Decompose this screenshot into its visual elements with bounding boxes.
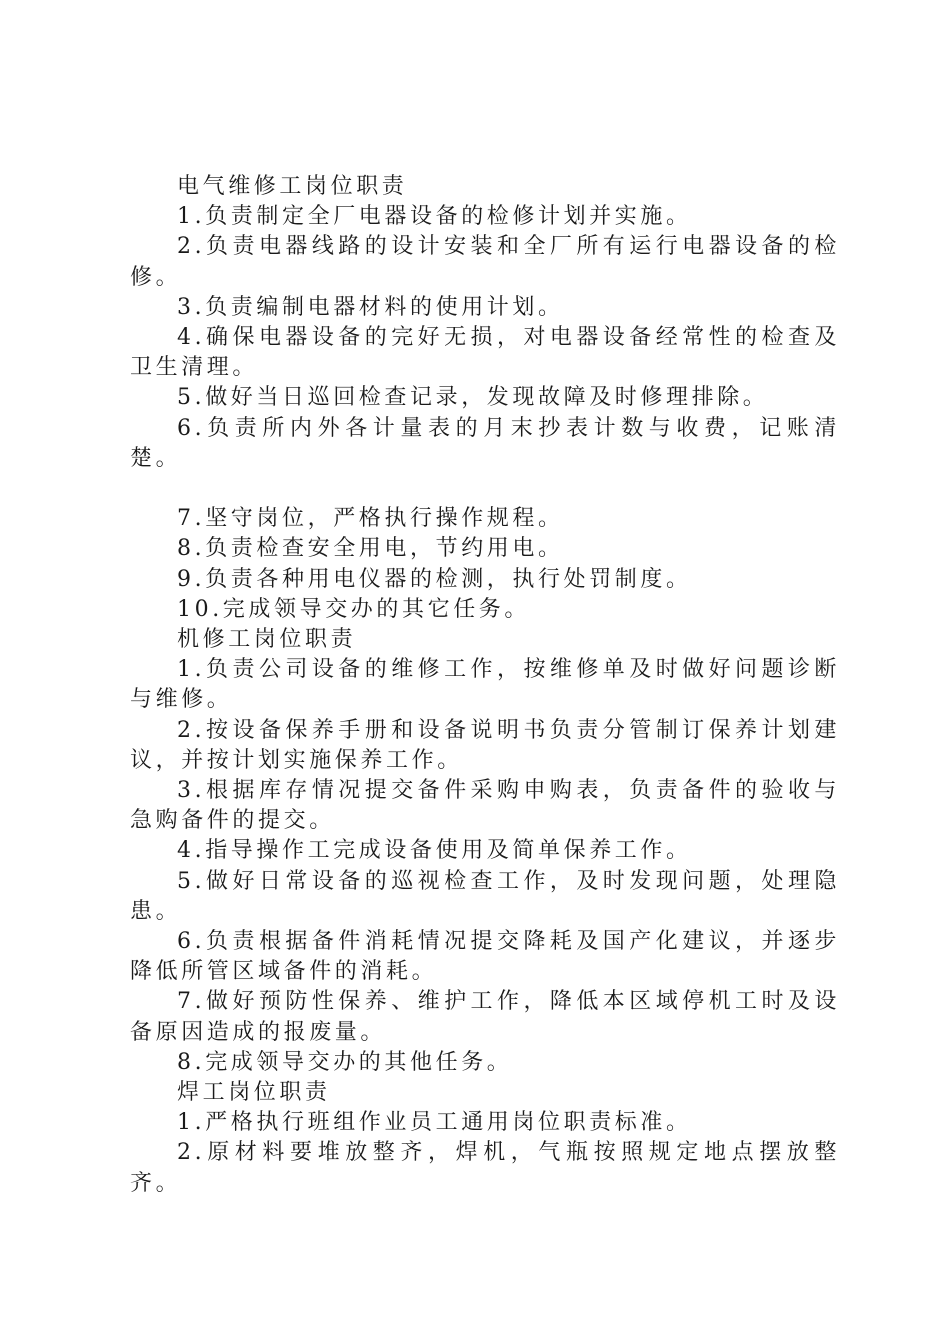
paragraph: 10.完成领导交办的其它任务。 (177, 596, 530, 622)
paragraph: 1.负责制定全厂电器设备的检修计划并实施。 (177, 204, 692, 230)
paragraph: 2.按设备保养手册和设备说明书负责分管制订保养计划建议，并按计划实施保养工作。 (130, 717, 840, 773)
document-body (130, 172, 840, 1199)
paragraph: 3.负责编制电器材料的使用计划。 (177, 294, 564, 320)
paragraph: 1.严格执行班组作业员工通用岗位职责标准。 (177, 1110, 692, 1136)
paragraph: 7.坚守岗位，严格执行操作规程。 (177, 506, 564, 532)
paragraph: 2.负责电器线路的设计安装和全厂所有运行电器设备的检修。 (130, 234, 840, 290)
paragraph: 5.做好当日巡回检查记录，发现故障及时修理排除。 (177, 385, 769, 411)
paragraph: 8.完成领导交办的其他任务。 (177, 1049, 513, 1075)
paragraph: 2.原材料要堆放整齐，焊机，气瓶按照规定地点摆放整齐。 (130, 1140, 840, 1196)
section-title-electrician: 电气维修工岗位职责 (177, 174, 408, 199)
paragraph: 9.负责各种用电仪器的检测，执行处罚制度。 (177, 566, 692, 592)
paragraph: 5.做好日常设备的巡视检查工作，及时发现问题，处理隐患。 (130, 868, 840, 924)
paragraph: 8.负责检查安全用电，节约用电。 (177, 536, 564, 562)
paragraph: 6.负责所内外各计量表的月末抄表计数与收费，记账清楚。 (130, 415, 840, 471)
paragraph: 4.确保电器设备的完好无损，对电器设备经常性的检查及卫生清理。 (130, 325, 840, 381)
section-title-welder: 焊工岗位职责 (177, 1080, 331, 1106)
section-title-mechanic: 机修工岗位职责 (177, 627, 357, 653)
paragraph: 3.根据库存情况提交备件采购申购表，负责备件的验收与急购备件的提交。 (130, 778, 840, 834)
paragraph: 1.负责公司设备的维修工作，按维修单及时做好问题诊断与维修。 (130, 657, 840, 713)
paragraph: 6.负责根据备件消耗情况提交降耗及国产化建议，并逐步降低所管区域备件的消耗。 (130, 929, 840, 985)
blank-line (130, 474, 840, 504)
paragraph: 4.指导操作工完成设备使用及简单保养工作。 (177, 838, 692, 864)
paragraph: 7.做好预防性保养、维护工作，降低本区域停机工时及设备原因造成的报废量。 (130, 989, 840, 1045)
